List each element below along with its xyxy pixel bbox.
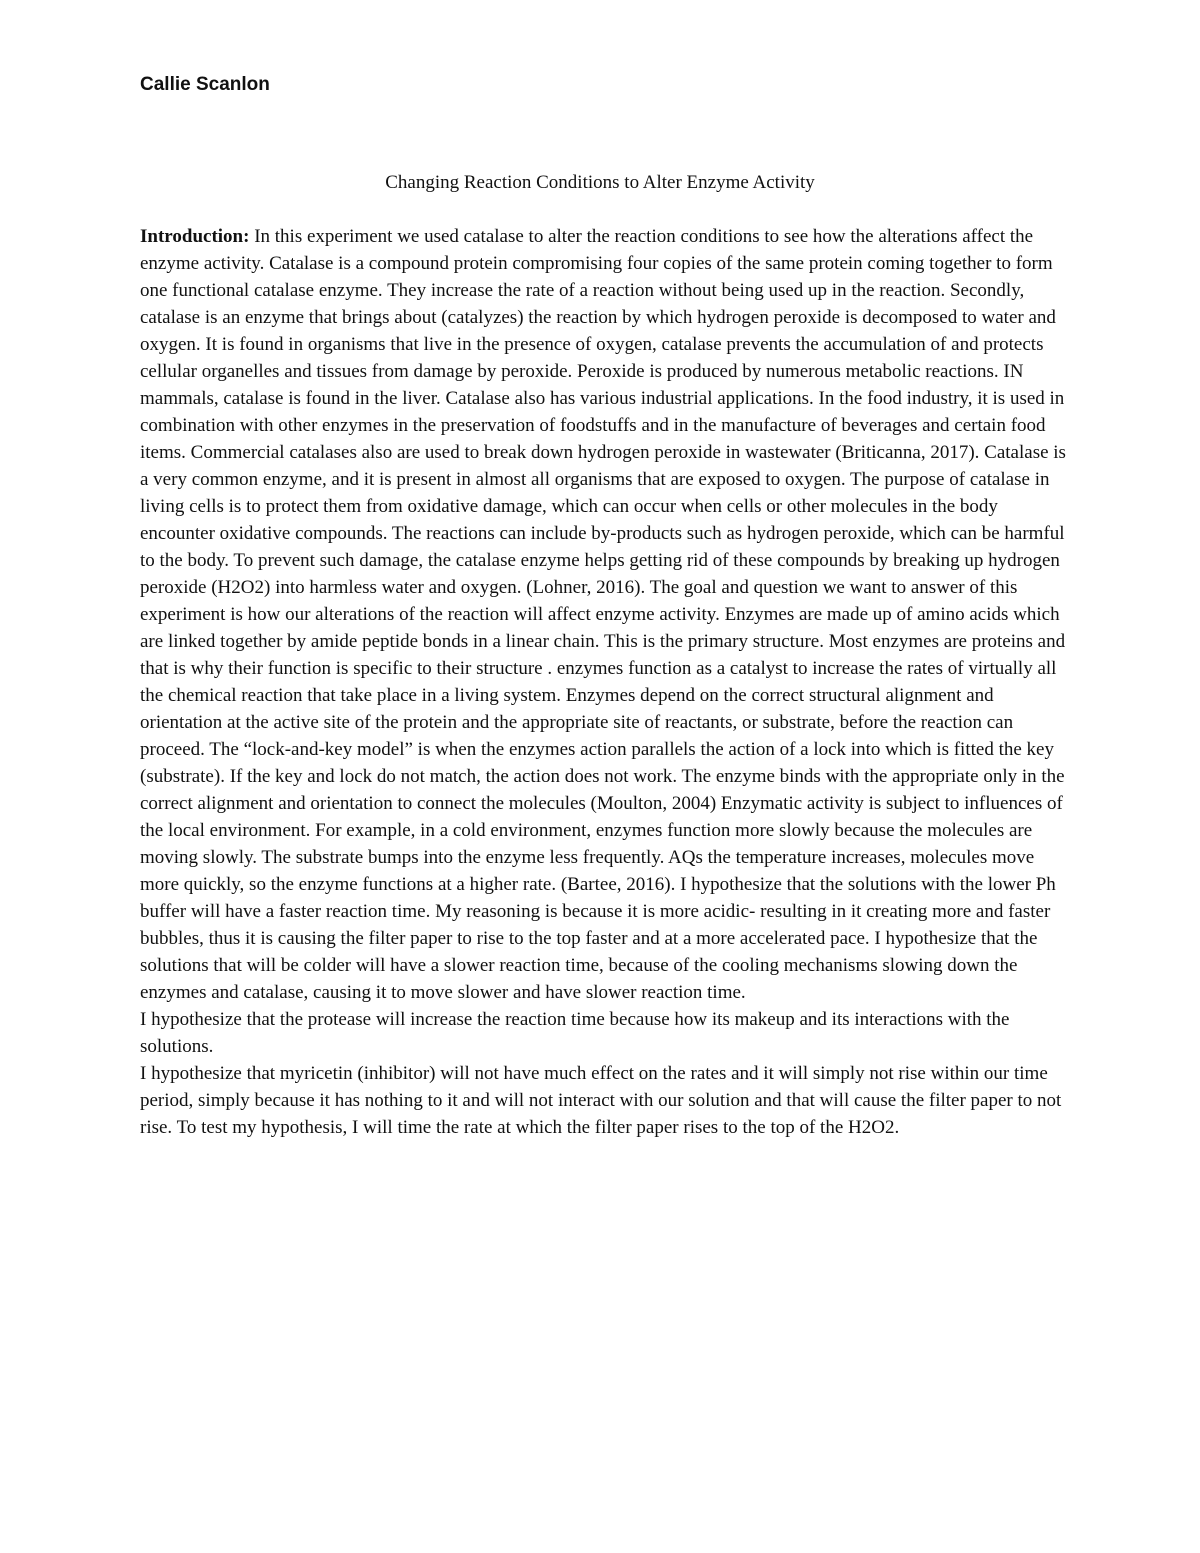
protease-hypothesis-paragraph: I hypothesize that the protease will increase the reaction time because how its makeup and its interactions with the solutions. bbox=[140, 1009, 1010, 1057]
introduction-text: In this experiment we used catalase to alter the reaction conditions to see how the alterations affect the enzyme activity. Catalase is a compound protein compromising four copies of the same protein coming together to form one functional catalase enzyme. They increase the rate of a reaction without being used up in the reaction. Secondly, catalase is an enzyme that brings about (catalyzes) the reaction by which hydrogen peroxide is decomposed to water and oxygen. It is found in organisms that live in the presence of oxygen, catalase prevents the accumulation of and protects cellular organelles and tissues from damage by peroxide. Peroxide is produced by numerous metabolic reactions. IN mammals, catalase is found in the liver. Catalase also has various industrial applications. In the food industry, it is used in combination with other enzymes in the preservation of foodstuffs and in the manufacture of beverages and certain food items. Commercial catalases also are used to break down hydrogen peroxide in wastewater (Briticanna, 2017). Catalase is a very common enzyme, and it is present in almost all organisms that are exposed to oxygen. The purpose of catalase in living cells is to protect them from oxidative damage, which can occur when cells or other molecules in the body encounter oxidative compounds. The reactions can include by-products such as hydrogen peroxide, which can be harmful to the body. To prevent such damage, the catalase enzyme helps getting rid of these compounds by breaking up hydrogen peroxide (H2O2) into harmless water and oxygen. (Lohner, 2016). The goal and question we want to answer of this experiment is how our alterations of the reaction will affect enzyme activity. Enzymes are made up of amino acids which are linked together by amide peptide bonds in a linear chain. This is the primary structure. Most enzymes are proteins and that is why their function is specific to their structure . enzymes function as a catalyst to increase the rates of virtually all the chemical reaction that take place in a living system. Enzymes depend on the correct structural alignment and orientation at the active site of the protein and the appropriate site of reactants, or substrate, before the reaction can proceed. The “lock-and-key model” is when the enzymes action parallels the action of a lock into which is fitted the key (substrate). If the key and lock do not match, the action does not work. The enzyme binds with the appropriate only in the correct alignment and orientation to connect the molecules (Moulton, 2004) Enzymatic activity is subject to influences of the local environment. For example, in a cold environment, enzymes function more slowly because the molecules are moving slowly. The substrate bumps into the enzyme less frequently. AQs the temperature increases, molecules move more quickly, so the enzyme functions at a higher rate. (Bartee, 2016). I hypothesize that the solutions with the lower Ph buffer will have a faster reaction time. My reasoning is because it is more acidic- resulting in it creating more and faster bubbles, thus it is causing the filter paper to rise to the top faster and at a more accelerated pace. I hypothesize that the solutions that will be colder will have a slower reaction time, because of the cooling mechanisms slowing down the enzymes and catalase, causing it to move slower and have slower reaction time. bbox=[140, 226, 1066, 1003]
myricetin-hypothesis-paragraph: I hypothesize that myricetin (inhibitor) will not have much effect on the rates and it will simply not rise within our time period, simply because it has nothing to it and will not interact with our solution and that will cause the filter paper to not rise. To test my hypothesis, I will time the rate at which the filter paper rises to the top of the H2O2. bbox=[140, 1063, 1062, 1138]
document-body bbox=[140, 223, 1070, 1141]
author-name: Callie Scanlon bbox=[140, 74, 270, 95]
document-title: Changing Reaction Conditions to Alter Enzyme Activity bbox=[385, 172, 815, 193]
introduction-paragraph bbox=[140, 223, 1070, 1006]
introduction-label: Introduction: bbox=[140, 226, 250, 247]
